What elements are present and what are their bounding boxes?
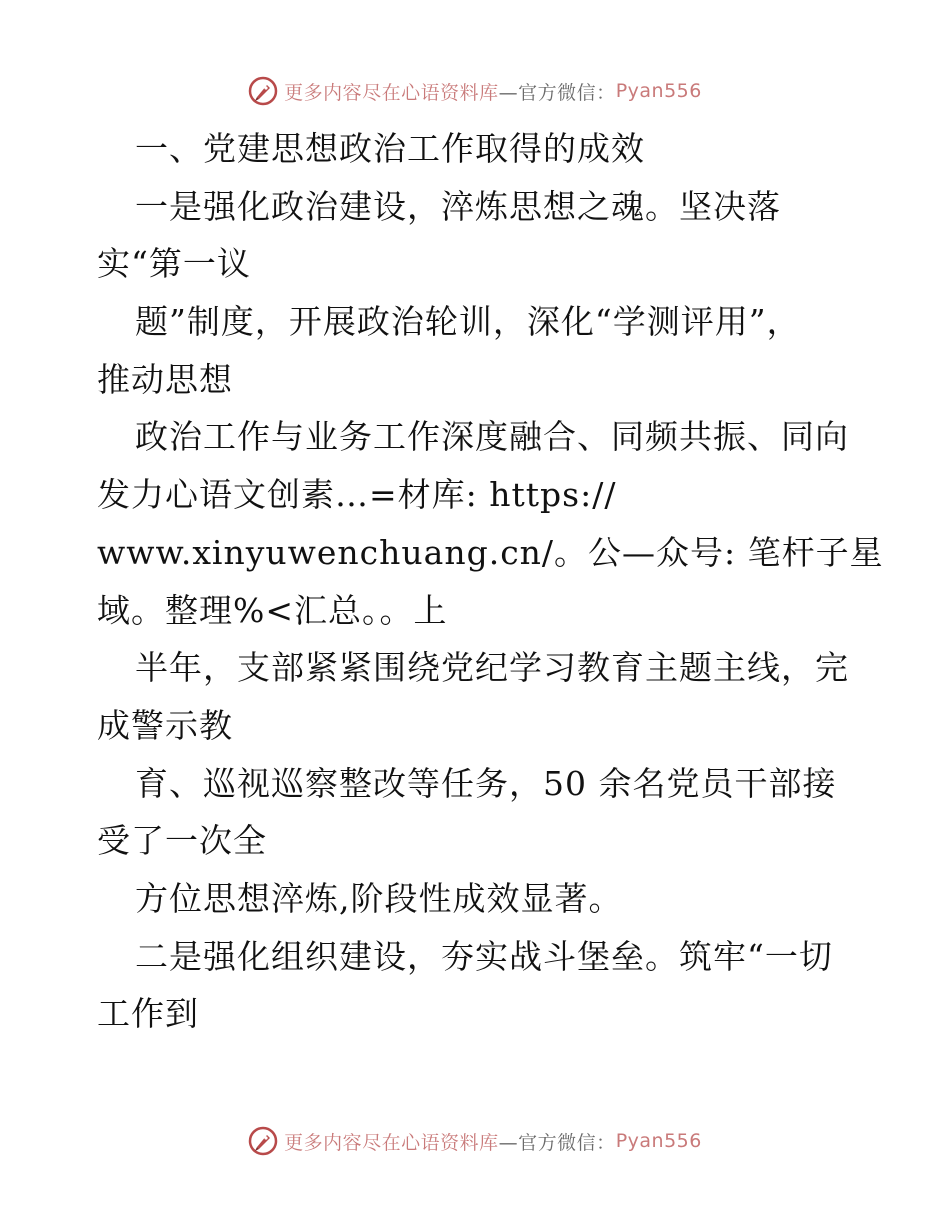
pen-nib-logo-icon bbox=[248, 76, 278, 106]
footer-watermark bbox=[0, 1124, 950, 1158]
watermark-site-text: 更多内容尽在心语资料库 bbox=[284, 1131, 499, 1154]
watermark-site-text: 更多内容尽在心语资料库 bbox=[284, 81, 499, 104]
paragraph-line: 域。整理%<汇总。。上 bbox=[97, 590, 448, 630]
paragraph-line: 一是强化政治建设，淬炼思想之魂。坚决落 bbox=[135, 186, 781, 226]
paragraph-line: 发力心语文创素…=材库: https:// bbox=[97, 475, 617, 515]
paragraph-line: www.xinyuwenchuang.cn/。公—众号: 笔杆子星 bbox=[97, 532, 884, 572]
section-heading: 一、党建思想政治工作取得的成效 bbox=[135, 129, 645, 168]
paragraph-line: 二是强化组织建设，夯实战斗堡垒。筑牢“一切 bbox=[135, 936, 833, 976]
paragraph-line: 半年，支部紧紧围绕党纪学习教育主题主线，完 bbox=[135, 648, 849, 688]
watermark-wechat-id: Pyan556 bbox=[615, 1130, 702, 1152]
paragraph-line: 实“第一议 bbox=[97, 244, 251, 284]
paragraph-line: 受了一次全 bbox=[97, 821, 267, 861]
paragraph-line: 政治工作与业务工作深度融合、同频共振、同向 bbox=[135, 417, 849, 457]
watermark-wechat-id: Pyan556 bbox=[615, 80, 702, 102]
paragraph-line: 题”制度，开展政治轮训，深化“学测评用”， bbox=[135, 302, 801, 342]
watermark-wechat-label: —官方微信： bbox=[498, 1131, 616, 1154]
watermark-wechat-label: —官方微信： bbox=[498, 81, 616, 104]
pen-nib-logo-icon bbox=[248, 1126, 278, 1156]
document-body bbox=[97, 120, 884, 1043]
paragraph-line: 育、巡视巡察整改等任务，50 余名党员干部接 bbox=[135, 763, 837, 803]
header-watermark bbox=[0, 74, 950, 108]
paragraph-line: 方位思想淬炼,阶段性成效显著。 bbox=[135, 878, 623, 918]
paragraph-line: 成警示教 bbox=[97, 705, 233, 745]
paragraph-line: 推动思想 bbox=[97, 359, 233, 399]
paragraph-line: 工作到 bbox=[97, 994, 199, 1034]
